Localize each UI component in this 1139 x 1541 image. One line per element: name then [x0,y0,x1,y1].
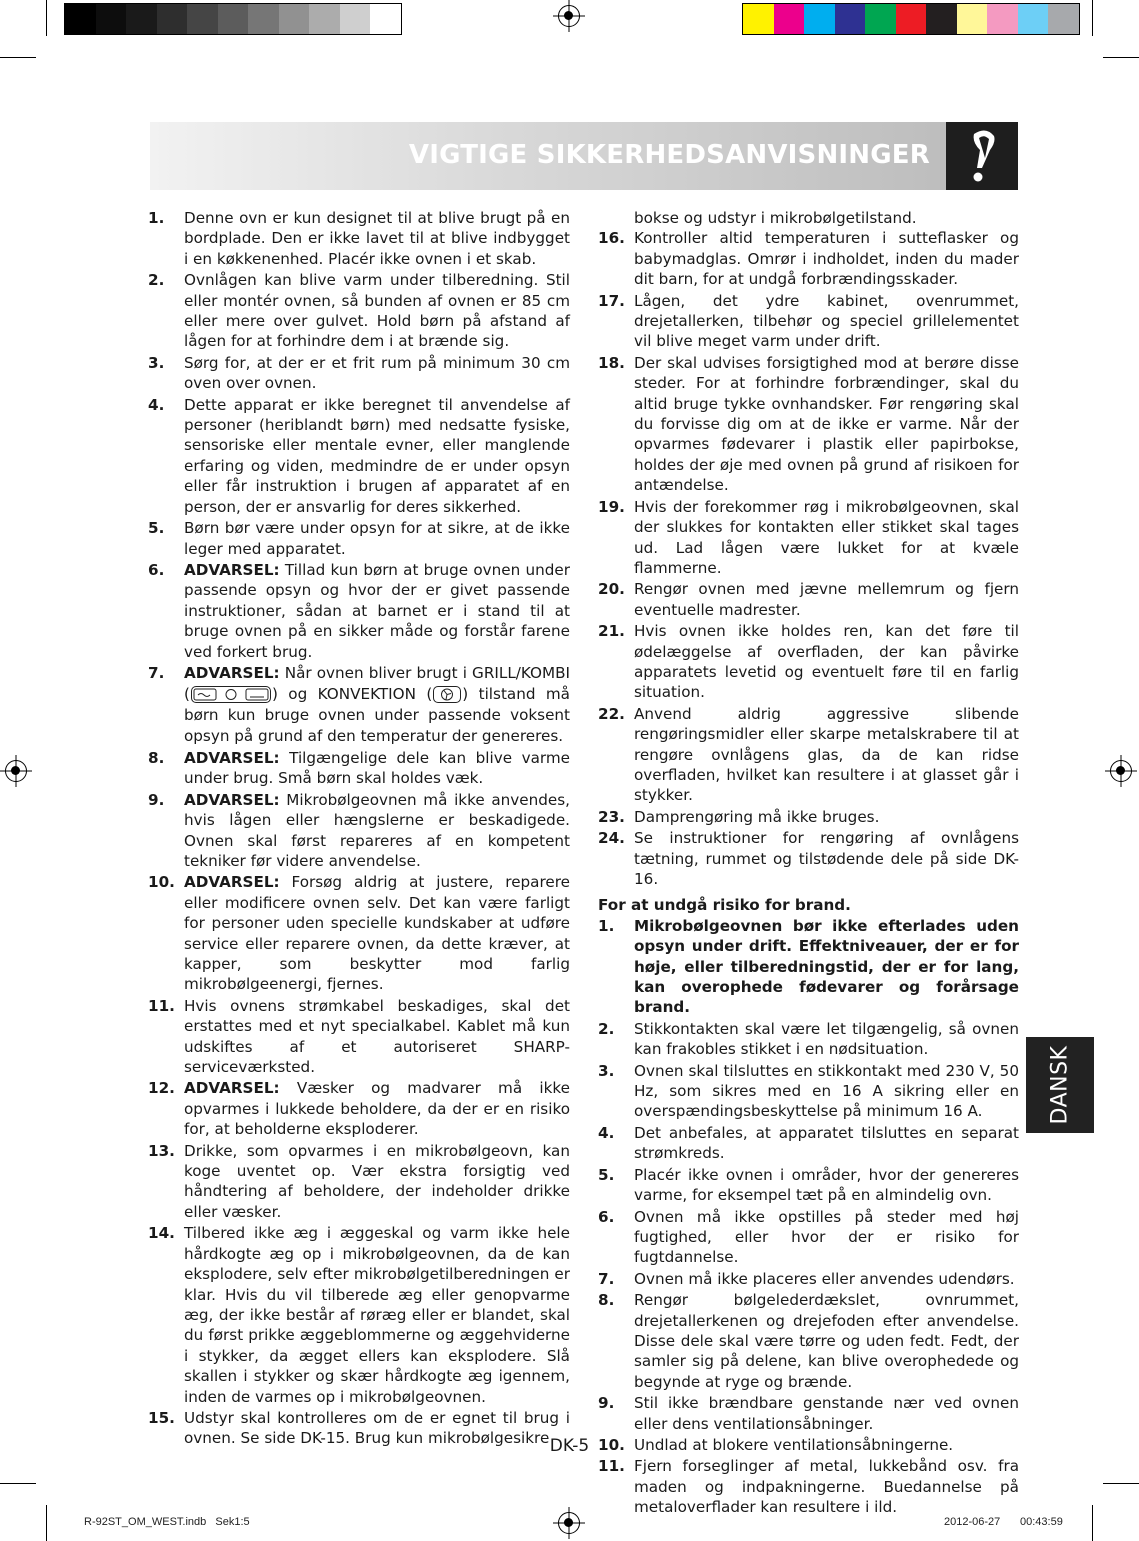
item-number: 14. [148,1224,175,1243]
item-number: 23. [598,807,625,826]
registration-mark-icon [1110,760,1132,782]
list-item [598,1269,1019,1289]
item-number: 8. [148,748,165,767]
registration-mark-icon [558,5,580,27]
color-swatch [157,4,188,34]
crop-mark [46,1505,47,1541]
item-number: 18. [598,353,625,372]
item-text: Hvis ovnen ikke holdes ren, kan det føre til ødelæggelse af overfladen, der kan påvirke apparatets levetid og eventuelt føre til en farlig situation. [634,622,1019,702]
item-text: Stikkontakten skal være let tilgængelig, så ovnen kan frakobles stikket i en nødsituation. [634,1019,1019,1059]
item-number: 11. [598,1457,625,1476]
item-number: 2. [148,271,165,290]
footer-date: 2012-06-27 [944,1516,1001,1528]
item-text: ADVARSEL: Væsker og madvarer må ikke opvarmes i lukkede beholdere, da der er en risiko for, at beholderne eksploderer. [184,1079,570,1139]
color-swatch [865,4,896,34]
list-item [598,1456,1019,1517]
right-column [598,208,1019,1519]
cmyk-color-bar [742,3,1080,35]
item-number: 10. [148,873,175,892]
grill-combi-mode-icon [191,686,271,703]
crop-mark [1103,57,1139,58]
color-swatch [896,4,927,34]
item-text: Rengør ovnen med jævne mellemrum og fjern eventuelle madrester. [634,580,1019,619]
list-item [598,1061,1019,1122]
crop-mark [46,0,47,36]
item-number: 3. [148,353,165,372]
item-text: Ovnen skal tilsluttes en stikkontakt med 230 V, 50 Hz, som sikres med en 16 A sikring eller en overspændingsbeskyttelse på minimum 16 A. [634,1061,1019,1121]
crop-mark [0,1483,36,1484]
color-swatch [370,4,401,34]
item-text: Hvis der forekommer røg i mikrobølgeovnen, skal der slukkes for kontakten eller stikket skal tages ud. Lad lågen være lukket for at kvæle flammerne. [634,497,1019,577]
color-swatch [1048,4,1079,34]
warning-label: ADVARSEL: [184,873,280,892]
registration-mark-icon [558,1512,580,1534]
registration-mark-icon [5,760,27,782]
item-text: Ovnen må ikke placeres eller anvendes udendørs. [634,1269,1015,1288]
footer-time: 00:43:59 [1020,1516,1063,1528]
list-item [598,1019,1019,1060]
list-item [148,748,570,789]
item-text: Det anbefales, at apparatet tilsluttes en separat strømkreds. [634,1123,1019,1163]
color-swatch [218,4,249,34]
list-item [148,208,570,269]
item-text: Fjern forseglinger af metal, lukkebånd osv. fra maden og indpakningerne. Buedannelse på metaloverflader kan resultere i ild. [634,1457,1019,1517]
language-tab: DANSK [1026,1037,1094,1133]
color-swatch [774,4,805,34]
list-item [598,291,1019,352]
fire-section-heading: For at undgå risiko for brand. [598,896,851,915]
item-number: 10. [598,1435,625,1454]
item-number: 1. [148,209,165,227]
item-number: 7. [148,663,165,682]
item-text: Mikrobølgeovnen bør ikke efterlades uden opsyn under drift. Effektniveauer, der er for høje, eller tilberedningstid, der er for lang, kan overophede fødevarer og forårsage brand. [634,916,1019,1017]
item-text: Udstyr skal kontrolleres om de er egnet til brug i ovnen. Se side DK-15. Brug kun mikrobølgesikre [184,1408,570,1448]
item-text: Der skal udvises forsigtighed mod at berøre disse steder. For at forhindre forbrændinger, skal du altid bruge tykke ovnhandsker. Før rengøring skal du forvisse dig om at de ikke er varme. Når der opvarmes fødevarer i plastik eller papirbokse, holdes der øje med ovnen på grund af risikoen for antændelse. [634,353,1019,495]
item-number: 24. [598,829,625,848]
item-text: Kontroller altid temperaturen i sutteflasker og babymadglas. Omrør i indholdet, inden du mader dit barn, for at undgå forbrændingsskader. [634,229,1019,289]
list-item [598,228,1019,289]
item-number: 6. [598,1207,615,1226]
item-number: 15. [148,1408,175,1427]
item-number: 6. [148,560,165,579]
item-text: Anvend aldrig aggressive slibende rengøringsmidler eller skarpe metalskrabere til at rengøre ovnlågens glas, da de kan ridse overfladen, hvilket kan resultere i at glasset går i stykker. [634,704,1019,805]
list-item [148,996,570,1078]
crop-mark [1092,1505,1093,1541]
list-item [598,579,1019,620]
list-item [148,663,570,747]
item-number: 22. [598,704,625,723]
convection-mode-icon [433,686,461,703]
page-number: DK-5 [549,1436,590,1456]
crop-mark [1103,1483,1139,1484]
warning-label: ADVARSEL: [184,663,280,682]
item-text: Sørg for, at der er et frit rum på minimum 30 cm oven over ovnen. [184,353,570,393]
list-item [598,1207,1019,1268]
item-number: 13. [148,1141,175,1160]
list-item [598,1123,1019,1164]
list-item [148,872,570,994]
item-text: ADVARSEL: Tilgængelige dele kan blive varme under brug. Små børn skal holdes væk. [184,748,570,788]
exclamation-warning-icon [966,128,998,184]
item-number: 9. [148,790,165,809]
item-text: Hvis ovnens strømkabel beskadiges, skal det erstattes med et nyt specialkabel. Kablet må kun udskiftes af et autoriseret SHARP-serviceværksted. [184,996,570,1077]
warning-label: ADVARSEL: [184,748,280,767]
list-item [598,1393,1019,1434]
list-item [598,353,1019,496]
color-swatch [926,4,957,34]
item-text: Tilbered ikke æg i æggeskal og varm ikke hele hårdkogte æg op i mikrobølgeovnen, da de kan eksplodere, selv efter mikrobølgetilberedningen er klar. Hvis du vil tilberede æg eller genopvarme æg, der ikke består af røræg eller er blandet, skal du først prikke æggeblommerne og æggehviderne i stykker, da ægget ellers kan eksplodere. Slå skallen i stykker og skær hårdkogte æg igennem, inden de varmes op i mikrobølgeovnen. [184,1224,570,1406]
warning-label: ADVARSEL: [184,560,280,579]
footer-file: R-92ST_OM_WEST.indb Sek1:5 [84,1516,250,1528]
grayscale-color-bar [64,3,402,35]
color-swatch [1018,4,1049,34]
left-column [148,208,570,1450]
item-text: Placér ikke ovnen i områder, hvor der genereres varme, for eksempel tæt på en almindelig ovn. [634,1165,1019,1205]
list-item [598,497,1019,579]
crop-mark [1092,0,1093,36]
list-item [148,560,570,662]
color-swatch [65,4,96,34]
item-text: Se instruktioner for rengøring af ovnlågens tætning, rummet og tilstødende dele på side DK-16. [634,829,1019,888]
item-number: 19. [598,497,625,516]
list-item [148,1223,570,1407]
item-number: 5. [148,519,165,538]
list-item [148,270,570,352]
color-swatch [957,4,988,34]
item-number: 21. [598,622,625,641]
item-number: 3. [598,1061,615,1080]
color-swatch [126,4,157,34]
list-item [598,807,1019,827]
item-text: ADVARSEL: Når ovnen bliver brugt i GRILL/KOMBI ( ) og KONVEKTION ( ) tilstand må børn kun bruge ovnen under passende voksent opsyn på grund af den temperatur der genereres. [184,663,570,745]
list-item [598,1165,1019,1206]
color-swatch [987,4,1018,34]
item-text: ADVARSEL: Tillad kun børn at bruge ovnen under passende opsyn og hvor der er givet passende instruktioner, sådan at barnet er i stand til at bruge ovnen på en sikker måde og forstår farene ved forkert brug. [184,560,570,661]
color-swatch [309,4,340,34]
list-item [598,916,1019,1018]
color-swatch [804,4,835,34]
list-item [598,1290,1019,1392]
warning-label: ADVARSEL: [184,1079,280,1098]
item-number: 5. [598,1165,615,1184]
item-number: 2. [598,1019,615,1038]
color-swatch [96,4,127,34]
warning-label: ADVARSEL: [184,790,280,809]
list-item [148,395,570,517]
item-text: Ovnlågen kan blive varm under tilberedning. Stil eller montér ovnen, så bunden af ovnen er 85 cm eller mere over gulvet. Hold børn på afstand af lågen for at forhindre dem i at brænde sig. [184,271,570,351]
item-number: 11. [148,996,175,1015]
color-swatch [279,4,310,34]
item-text: Undlad at blokere ventilationsåbningerne. [634,1435,954,1454]
item-number: 7. [598,1269,615,1288]
item-number: 1. [598,916,615,935]
list-item [148,1078,570,1139]
item-text: Stil ikke brændbare genstande nær ved ovnen eller dens ventilationsåbninger. [634,1394,1019,1433]
list-item [148,353,570,394]
item-number: 16. [598,229,625,248]
color-swatch [743,4,774,34]
item-number: 12. [148,1079,175,1098]
warning-icon-box [946,122,1018,190]
continued-text: bokse og udstyr i mikrobølgetilstand. [634,209,917,227]
item-text: Ovnen må ikke opstilles på steder med høj fugtighed, eller hvor der er risiko for fugtdannelse. [634,1207,1019,1267]
item-text: Damprengøring må ikke bruges. [634,807,880,826]
item-text: Dette apparat er ikke beregnet til anvendelse af personer (heriblandt børn) med nedsatte fysiske, sensoriske eller mentale evner, eller manglende erfaring og viden, medmindre de er under opsyn eller får instruktion i brugen af apparatet af en person, der er ansvarlig for deres sikkerhed. [184,395,570,516]
list-item [148,518,570,559]
list-item [598,828,1019,889]
item-text: ADVARSEL: Mikrobølgeovnen må ikke anvendes, hvis lågen eller hængslerne er beskadigede. Ovnen skal først repareres af en kompetent tekniker før videre anvendelse. [184,790,570,870]
item-number: 17. [598,291,625,310]
item-text: Rengør bølgelederdækslet, ovnrummet, drejetallerkenen og drejefoden efter anvendelse. Disse dele skal være tørre og uden fedt. Fedt, der samler sig på delene, kan blive overophedede og begynde at ryge og brænde. [634,1291,1019,1391]
item-text: ADVARSEL: Forsøg aldrig at justere, reparere eller modificere ovnen selv. Det kan være farligt for personer uden specielle kundskaber at udføre service eller reparere ovnen, da dette kræver, at kapper, som beskytter mod farlig mikrobølgeenergi, fjernes. [184,873,570,994]
crop-mark [0,57,36,58]
list-item [598,621,1019,703]
item-number: 8. [598,1291,615,1310]
item-number: 9. [598,1394,615,1413]
color-swatch [187,4,218,34]
item-number: 4. [148,395,165,414]
item-text: Drikke, som opvarmes i en mikrobølgeovn, kan koge uventet op. Vær ekstra forsigtig ved håndtering af beholdere, der indeholder drikke eller væsker. [184,1141,570,1221]
list-item [148,790,570,872]
list-item [148,1141,570,1223]
page-title: VIGTIGE SIKKERHEDSANVISNINGER [408,140,930,170]
item-text: Børn bør være under opsyn for at sikre, at de ikke leger med apparatet. [184,519,570,558]
section-header [150,122,1018,190]
item-number: 4. [598,1123,615,1142]
color-swatch [835,4,866,34]
list-item [598,704,1019,806]
item-text: Lågen, det ydre kabinet, ovenrummet, drejetallerken, tilbehør og speciel grillelementet vil blive meget varm under drift. [634,291,1019,351]
item-text: Denne ovn er kun designet til at blive brugt på en bordplade. Den er ikke lavet til at blive indbygget i en køkkenenhed. Placér ikke ovnen i et skab. [184,209,570,268]
item-number: 20. [598,580,625,599]
color-swatch [248,4,279,34]
color-swatch [340,4,371,34]
